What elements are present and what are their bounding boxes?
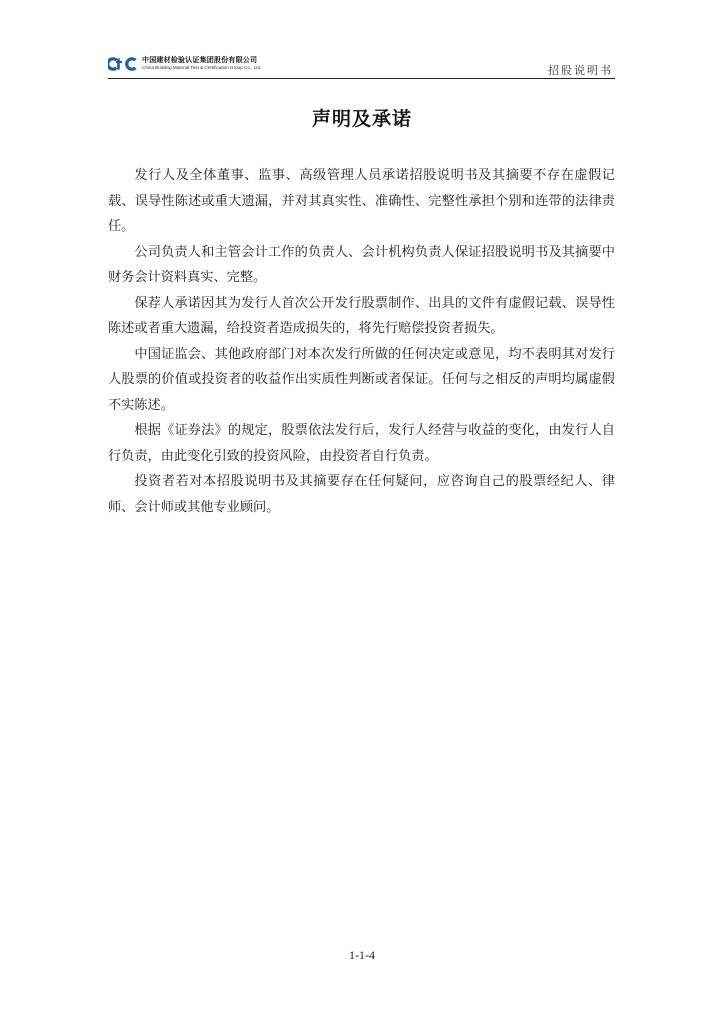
paragraph-financial-guarantee: 公司负责人和主管会计工作的负责人、会计机构负责人保证招股说明书及其摘要中财务会计资料真实、完整。 bbox=[108, 244, 615, 285]
company-logo bbox=[108, 54, 261, 74]
paragraph-investor-advice: 投资者若对本招股说明书及其摘要存在任何疑问，应咨询自己的股票经纪人、律师、会计师或其他专业顾问。 bbox=[108, 474, 615, 515]
company-name-en: China Building Material Test & Certification Group Co., Ltd. bbox=[142, 65, 262, 71]
document-type-label: 招股说明书 bbox=[548, 64, 613, 77]
paragraph-investment-risk: 根据《证券法》的规定，股票依法发行后，发行人经营与收益的变化，由发行人自行负责，由此变化引致的投资风险，由投资者自行负责。 bbox=[108, 423, 615, 464]
statement-body bbox=[108, 163, 615, 520]
paragraph-issuer-commitment: 发行人及全体董事、监事、高级管理人员承诺招股说明书及其摘要不存在虚假记载、误导性陈述或重大遗漏，并对其真实性、准确性、完整性承担个别和连带的法律责任。 bbox=[108, 168, 615, 234]
page-header bbox=[108, 48, 615, 79]
paragraph-csrc-disclaimer: 中国证监会、其他政府部门对本次发行所做的任何决定或意见，均不表明其对发行人股票的价值或投资者的收益作出实质性判断或者保证。任何与之相反的声明均属虚假不实陈述。 bbox=[108, 346, 615, 413]
ctc-logo-icon bbox=[108, 56, 138, 72]
page-number: 1-1-4 bbox=[349, 948, 375, 962]
paragraph-sponsor-commitment: 保荐人承诺因其为发行人首次公开发行股票制作、出具的文件有虚假记载、误导性陈述或者重大遗漏，给投资者造成损失的，将先行赔偿投资者损失。 bbox=[108, 295, 615, 336]
company-name-cn: 中国建材检验认证集团股份有限公司 bbox=[142, 56, 258, 65]
page-title: 声明及承诺 bbox=[311, 108, 412, 130]
